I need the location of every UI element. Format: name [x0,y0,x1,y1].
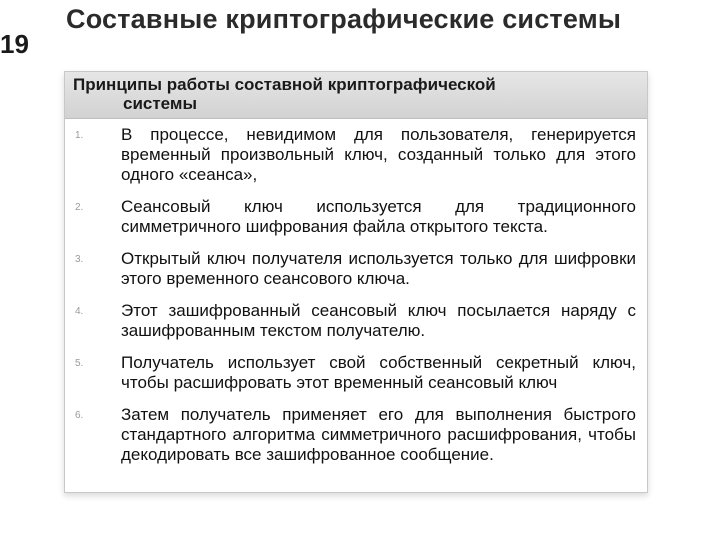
list-item-text: В процессе, невидимом для пользователя, генерируется временный произвольный ключ, созданный только для этого одного «сеанса», [121,125,636,184]
list-item-number: 5. [75,358,84,369]
panel-title [73,75,613,113]
panel-title-line-2: системы [123,94,198,113]
principles-list [65,125,647,477]
slide-title: Составные криптографические системы [66,4,622,34]
list-item [65,125,647,185]
list-item [65,405,647,465]
list-item-number: 2. [75,202,84,213]
list-item-text: Получатель использует свой собственный секретный ключ, чтобы расшифровать этот временный сеансовый ключ [121,353,636,392]
list-item-text: Открытый ключ получателя используется только для шифровки этого временного сеансового ключа. [121,249,636,288]
list-item [65,197,647,237]
list-item-number: 3. [75,254,84,265]
list-item-number: 4. [75,306,84,317]
list-item [65,353,647,393]
list-item [65,301,647,341]
principles-panel [64,71,648,493]
panel-title-line-1: Принципы работы составной криптографической [73,75,496,94]
panel-header [65,72,647,119]
list-item-number: 1. [75,130,84,141]
list-item-text: Сеансовый ключ используется для традиционного симметричного шифрования файла открытого текста. [121,197,636,236]
list-item-text: Этот зашифрованный сеансовый ключ посылается наряду с зашифрованным текстом получателю. [121,301,636,340]
list-item [65,249,647,289]
list-item-text: Затем получатель применяет его для выполнения быстрого стандартного алгоритма симметричного расшифрования, чтобы декодировать все зашифрованное сообщение. [121,405,636,464]
slide-number: 19 [0,29,29,59]
list-item-number: 6. [75,410,84,421]
